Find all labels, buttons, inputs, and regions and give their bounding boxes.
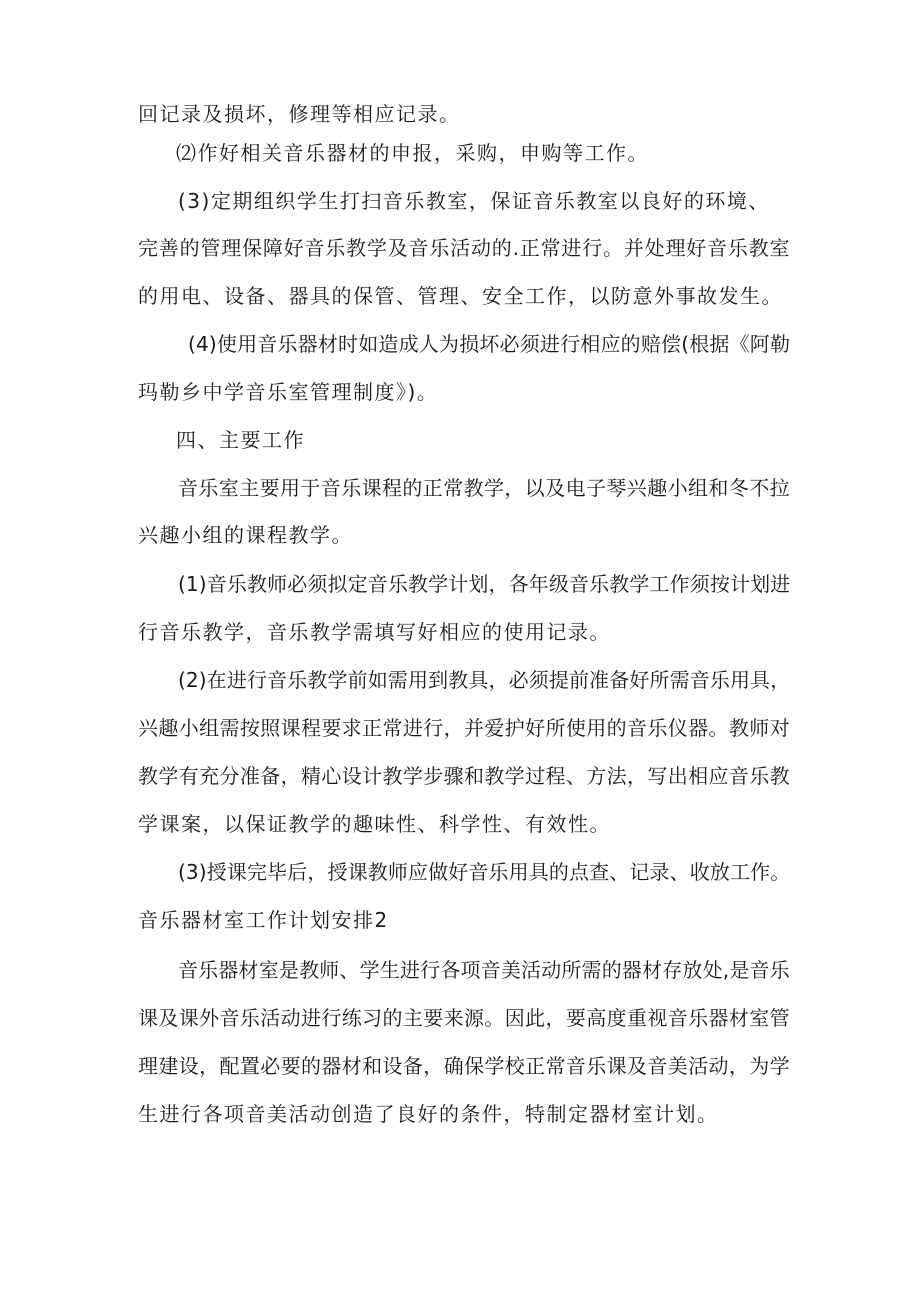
text-line-4: 完善的管理保障好音乐教学及音乐活动的.正常进行。并处理好音乐教室: [138, 236, 791, 260]
text-line-11: (1)音乐教师必须拟定音乐教学计划，各年级音乐教学工作须按计划进: [178, 572, 791, 596]
text-line-19: 音乐器材室是教师、学生进行各项音美活动所需的器材存放处,是音乐: [178, 958, 790, 982]
section-title: 音乐器材室工作计划安排2: [138, 908, 389, 932]
text-line-3: (3)定期组织学生打扫音乐教室，保证音乐教室以良好的环境、: [178, 189, 770, 213]
text-line-13: (2)在进行音乐教学前如需用到教具，必须提前准备好所需音乐用具，: [178, 668, 791, 692]
text-line-14: 兴趣小组需按照课程要求正常进行，并爱护好所使用的音乐仪器。教师对: [138, 716, 790, 740]
text-line-7: 玛勒乡中学音乐室管理制度》)。: [138, 380, 439, 404]
text-line-15: 教学有充分准备，精心设计教学步骤和教学过程、方法，写出相应音乐教: [138, 764, 790, 788]
section-heading: 四、主要工作: [176, 428, 305, 452]
text-line-1: 回记录及损坏，修理等相应记录。: [138, 102, 461, 126]
text-line-22: 生进行各项音美活动创造了良好的条件，特制定器材室计划。: [138, 1102, 719, 1126]
text-line-17: (3)授课完毕后，授课教师应做好音乐用具的点查、记录、收放工作。: [178, 860, 791, 884]
text-line-12: 行音乐教学，音乐教学需填写好相应的使用记录。: [138, 620, 611, 644]
text-line-2: ⑵作好相关音乐器材的申报，采购，申购等工作。: [176, 141, 649, 165]
text-line-9: 音乐室主要用于音乐课程的正常教学，以及电子琴兴趣小组和冬不拉: [178, 476, 790, 500]
text-line-5: 的用电、设备、器具的保管、管理、安全工作，以防意外事故发生。: [138, 284, 783, 308]
text-line-20: 课及课外音乐活动进行练习的主要来源。因此，要高度重视音乐器材室管: [138, 1006, 790, 1030]
text-line-6: (4)使用音乐器材时如造成人为损坏必须进行相应的赔偿(根据《阿勒: [188, 332, 791, 356]
text-line-21: 理建设，配置必要的器材和设备，确保学校正常音乐课及音美活动，为学: [138, 1054, 790, 1078]
text-line-10: 兴趣小组的课程教学。: [138, 523, 353, 547]
text-line-16: 学课案，以保证教学的趣味性、科学性、有效性。: [138, 812, 611, 836]
